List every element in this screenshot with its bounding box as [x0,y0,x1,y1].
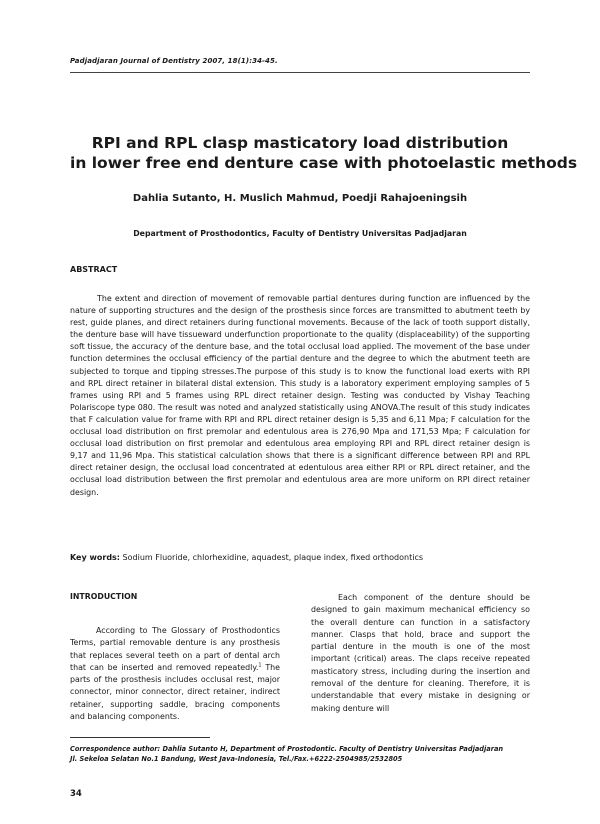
page-number: 34 [70,789,82,799]
article-authors: Dahlia Sutanto, H. Muslich Mahmud, Poedji Rahajoeningsih [132,193,468,204]
abstract-text: The extent and direction of movement of removable partial dentures during function are influenced by the nature of supporting structures and the design of the prosthesis since forces are transmitted to abutment teeth by rest, guide planes, and direct retainers during functional movements. Because of the lack of tooth support distally, the denture base will have tissueward underfunction proportionate to the quality (displaceability) of the supporting soft tissue, the accuracy of the denture base, and the total occlusal load applied. The movement of the base under function determines the occlusal efficiency of the partial denture and the degree to which the abutment teeth are subjected to torque and tipping stresses.The purpose of this study is to know the functional load exerts with RPI and RPL direct retainer in bilateral distal extension. This study is a laboratory experiment employing samples of 5 frames using RPI and 5 frames using RPL direct retainer design. Testing was conducted by Vishay Teaching Polariscope type 080. The result was noted and analyzed statistically using ANOVA.The result of this study indicates that F calculation value for frame with RPI and RPL direct retainer design is 5,35 and 6,11 Mpa; F calculation for the occlusal load distribution on first premolar and edentulous area is 276,90 Mpa and 171,53 Mpa; F calculation for occlusal load distribution on first premolar and edentulous area employing RPI and RPL direct retainer design is 9,17 and 11,96 Mpa. This statistical calculation shows that there is a significant difference between RPI and RPL direct retainer design, the occlusal load concentrated at edentulous area either RPI or RPL direct retainer, and the occlusal load distribution between the first premolar and edentulous area are more uniform on RPI direct retainer design. [70,294,530,497]
footnote-divider [70,737,210,738]
right-column [311,592,530,715]
keywords [70,553,530,562]
article-title [70,133,578,173]
intro-text-part1: According to The Glossary of Prosthodontics Terms, partial removable denture is any prosthesis that replaces several teeth on a part of dental arch that can be inserted and removed repeatedly. [70,626,280,672]
reference-marker: 1 [258,662,262,669]
journal-header: Padjadjaran Journal of Dentistry 2007, 18(1):34-45. [70,57,278,65]
left-column [70,592,280,723]
keywords-label: Key words: [70,553,121,562]
keywords-text: Sodium Fluoride, chlorhexidine, aquadest, plaque index, fixed orthodontics [120,553,424,562]
intro-text-part2: The parts of the prosthesis includes occlusal rest, major connector, minor connector, direct retainer, indirect retainer, supporting saddle, bracing components and balancing components. [70,662,280,722]
title-line-1: RPI and RPL clasp masticatory load distribution [91,134,509,152]
header-divider [70,72,530,73]
introduction-paragraph-2: Each component of the denture should be designed to gain maximum mechanical efficiency so the overall denture can function in a satisfactory manner. Clasps that hold, brace and support the partial denture in the mouth is one of the most important (critical) areas. The claps receive repeated masticatory stress, including during the insertion and removal of the denture for cleaning. Therefore, it is understandable that every mistake in designing or making denture will [311,593,530,713]
footnote-line-2: Jl. Sekeloa Selatan No.1 Bandung, West Java-Indonesia, Tel./Fax.+6222-2504985/2532805 [70,755,403,763]
correspondence-footnote [70,744,540,764]
footnote-line-1: Correspondence author: Dahlia Sutanto H, Department of Prostodontic. Faculty of Dentistry Universitas Padjadjaran [70,745,504,753]
introduction-paragraph-1 [70,625,280,723]
abstract-heading: ABSTRACT [70,265,118,274]
introduction-heading: INTRODUCTION [70,592,138,601]
title-line-2: in lower free end denture case with photoelastic methods [70,154,578,172]
author-affiliation: Department of Prosthodontics, Faculty of Dentistry Universitas Padjadjaran [133,229,467,238]
